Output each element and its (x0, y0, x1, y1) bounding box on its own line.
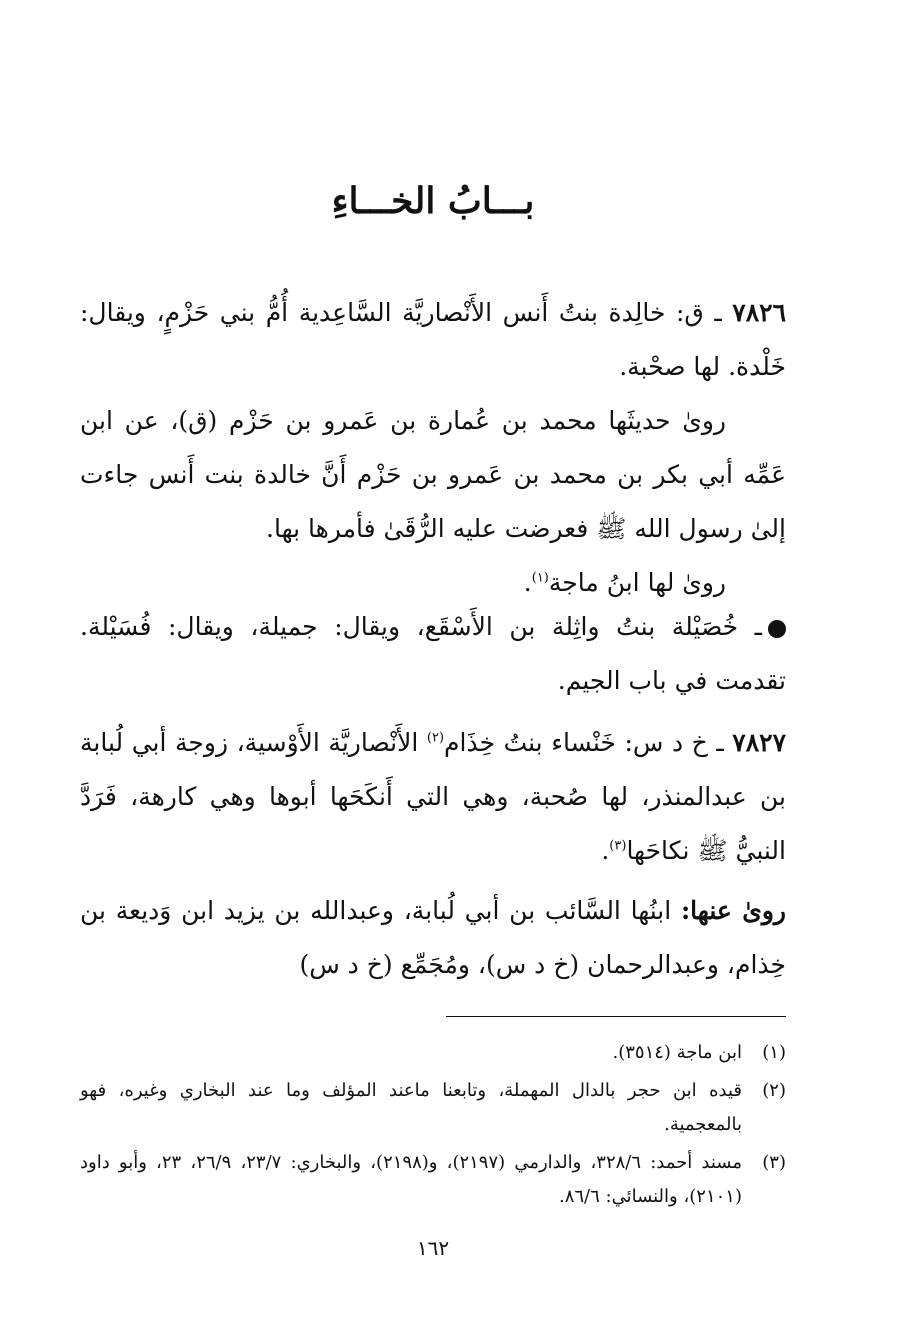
entry-text-a: ـ خ د س: خَنْساء بنتُ خِذَام (444, 728, 733, 757)
footnote-text: ابن ماجة (٣٥١٤). (612, 1042, 742, 1063)
chapter-title: بـــابُ الخـــاءِ (331, 180, 535, 222)
entry-7826 (80, 286, 786, 610)
entry-7827: ٧٨٢٧ ـ خ د س: خَنْساء بنتُ خِذَام$^{(٢)}$ الأَنْصاريَّة الأَوْسية، زوجة أبي لُبابة بن عبدالمنذر، لها صُحبة، وهي التي أَنكَحَها أبوها وهي كارهة، فَرَدَّ النبيُّ ﷺ نكاحَها$^{(٣)}$. (80, 728, 786, 865)
bullet-icon (768, 620, 786, 638)
footnote-ref: (١) (531, 570, 549, 586)
footnote-divider (446, 1016, 786, 1017)
entry-text: ـ ق: خالِدة بنتُ أَنس الأَنْصاريَّة السَّاعِدية أُمُّ بني حَزْمٍ، ويقال: خَلْدة. لها صحْبة. (80, 298, 786, 381)
narrators-text: ابنُها السَّائب بن أبي لُبابة، وعبدالله بن يزيد ابن وَديعة بن خِذام، وعبدالرحمان (خ د س)، ومُجَمِّع (خ د س) (80, 896, 786, 979)
footnote-ref: (٢) (426, 730, 445, 746)
document-page (80, 0, 786, 1343)
footnote-text: قيده ابن حجر بالدال المهملة، وتابعنا ماعند المؤلف وما عند البخاري وغيره، فهو بالمعجمية. (80, 1080, 742, 1135)
entry-text-b: الأَنْصاريَّة الأَوْسية، زوجة أبي لُبابة بن عبدالمنذر، لها صُحبة، وهي التي أَنكَحَها أبوها وهي كارهة، فَرَدَّ النبيُّ ﷺ نكاحَها (80, 728, 786, 865)
entry-paragraph: روىٰ حديثَها محمد بن عُمارة بن عَمرو بن حَزْم (ق)، عن ابن عَمِّه أبي بكر بن محمد بن عَمرو بن حَزْم أَنَّ خالدة بنت أَنس جاءت إلىٰ رسول الله ﷺ فعرضت عليه الرُّقَىٰ فأمرها بها. (80, 406, 786, 543)
entry-khusayla (80, 600, 786, 708)
footnote-mark: (١) (762, 1042, 786, 1063)
entry-last-line: روىٰ لها ابنُ ماجة$^{(١)}$. (523, 568, 726, 597)
footnote-1 (80, 1036, 786, 1070)
entry-number: ٧٨٢٦ (732, 298, 786, 327)
narrators-label: روىٰ عنها: (680, 896, 786, 925)
footnotes (80, 1036, 786, 1218)
footnote-mark: (٣) (762, 1152, 786, 1173)
page-number: ١٦٢ (416, 1236, 450, 1260)
entry-text: ـ خُصَيْلة بنتُ واثِلة بن الأَسْقَع، ويقال: جميلة، ويقال: فُسَيْلة. تقدمت في باب الجيم. (80, 612, 786, 695)
footnote-text: مسند أحمد: ٣٢٨/٦، والدارمي (٢١٩٧)، و(٢١٩٨)، والبخاري: ٢٣/٧، ٢٦/٩، ٢٣، وأبو داود (٢١٠١)، والنسائي: ٨٦/٦. (80, 1152, 742, 1207)
footnote-2 (80, 1074, 786, 1142)
entry-narrators (80, 884, 786, 992)
footnote-mark: (٢) (762, 1080, 786, 1101)
entry-number: ٧٨٢٧ (732, 728, 786, 757)
footnote-ref: (٣) (609, 838, 627, 854)
entry-narration: روىٰ لها ابنُ ماجة (548, 568, 726, 597)
footnote-3 (80, 1146, 786, 1214)
